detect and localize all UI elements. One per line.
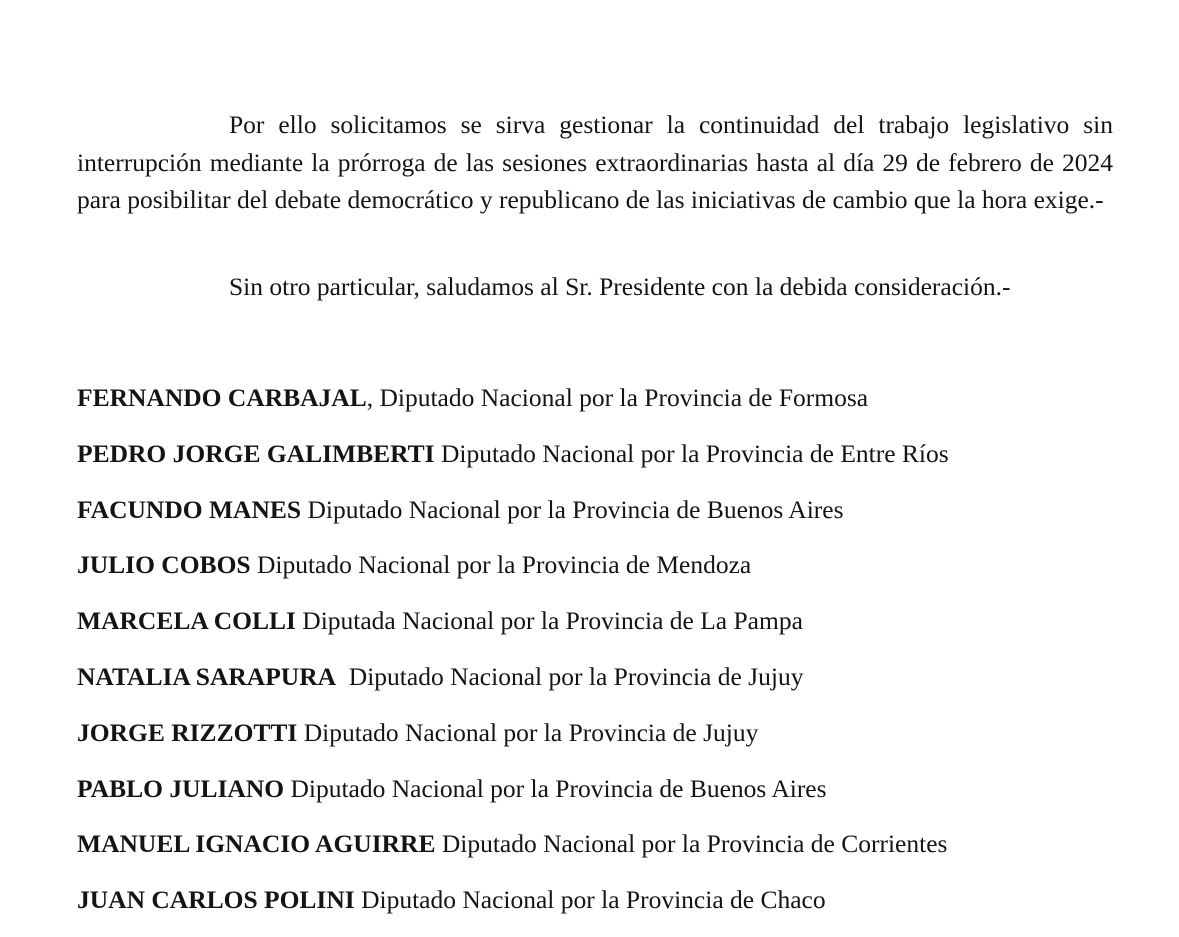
signatory-item — [77, 825, 1137, 881]
signatory-name: JULIO COBOS — [77, 550, 251, 580]
signatory-title: Diputado Nacional por la Provincia de Buenos Aires — [301, 494, 844, 524]
signatory-item — [77, 714, 1137, 770]
signatory-title: Diputado Nacional por la Provincia de Entre Ríos — [434, 438, 949, 468]
signatory-name: PABLO JULIANO — [77, 773, 285, 803]
signatory-item — [77, 379, 1137, 435]
signatory-title: Diputado Nacional por la Provincia de Chaco — [354, 885, 826, 915]
signatory-name: FACUNDO MANES — [77, 494, 302, 524]
request-paragraph: Por ello solicitamos se sirva gestionar la continuidad del trabajo legislativo sin interrupción mediante la prórroga de las sesiones extraordinarias hasta al día 29 de febrero de 2024 para posibilitar del debate democrático y republicano de las iniciativas de cambio que la hora exige.- — [77, 110, 1113, 214]
signatory-item — [77, 491, 1137, 547]
signatories-list — [77, 379, 1137, 937]
signatory-name: FERNANDO CARBAJAL — [77, 383, 367, 412]
signatory-name: JUAN CARLOS POLINI — [77, 885, 355, 915]
signatory-name: MANUEL IGNACIO AGUIRRE — [77, 829, 436, 859]
signatory-name: PEDRO JORGE GALIMBERTI — [77, 438, 435, 468]
signatory-title: Diputado Nacional por la Provincia de Jujuy — [297, 717, 759, 747]
signatory-item — [77, 770, 1137, 826]
signatory-item — [77, 881, 1137, 937]
closing-paragraph: Sin otro particular, saludamos al Sr. Presidente con la debida consideración.- — [229, 272, 1011, 301]
signatory-name: MARCELA COLLI — [77, 606, 296, 636]
signatory-title: Diputado Nacional por la Provincia de Mendoza — [250, 550, 752, 580]
signatory-title: Diputado Nacional por la Provincia de Corrientes — [435, 829, 948, 859]
signatory-item — [77, 435, 1137, 491]
signatory-item — [77, 658, 1137, 714]
signatory-title: , Diputado Nacional por la Provincia de Formosa — [366, 383, 869, 412]
signatory-item — [77, 602, 1137, 658]
signatory-name: JORGE RIZZOTTI — [77, 717, 298, 747]
signatory-title: Diputada Nacional por la Provincia de La Pampa — [295, 606, 803, 636]
signatory-title: Diputado Nacional por la Provincia de Jujuy — [336, 661, 804, 691]
signatory-title: Diputado Nacional por la Provincia de Buenos Aires — [284, 773, 827, 803]
signatory-item — [77, 546, 1137, 602]
signatory-name: NATALIA SARAPURA — [77, 661, 337, 691]
